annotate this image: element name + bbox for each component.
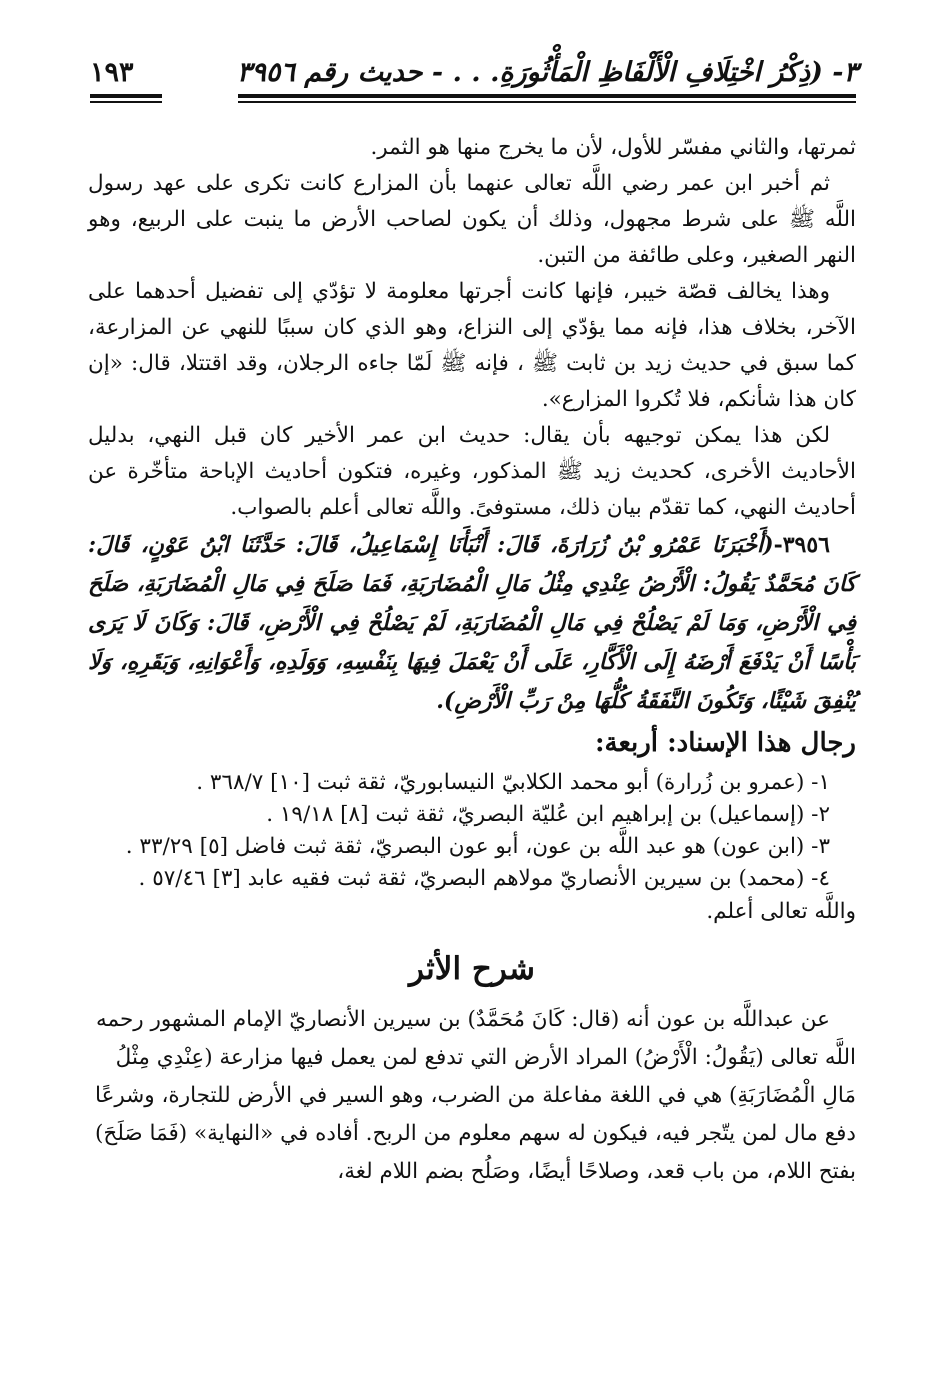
page-number: ١٩٣ [90, 56, 134, 88]
narrator-item: ١- (عمرو بن زُرارة) أبو محمد الكلابيّ النيسابوريّ، ثقة ثبت [١٠] ٣٦٨/٧ . [196, 770, 830, 795]
hadith-body: (أَخْبَرَنَا عَمْرُو بْنُ زُرَارَةَ، قَالَ: أَنْبَأَنَا إِسْمَاعِيلُ، قَالَ: حَدَّثَنَا ابْنُ عَوْنٍ، قَالَ: كَانَ مُحَمَّدٌ يَقُولُ: الْأَرْضُ عِنْدِي مِثْلُ مَالِ الْمُضَارَبَةِ، فَمَا صَلَحَ فِي مَالِ الْمُضَارَبَةِ، صَلَحَ فِي الْأَرْضِ، وَمَا لَمْ يَصْلُحْ فِي مَالِ الْمُضَارَبَةِ، لَمْ يَصْلُحْ فِي الْأَرْضِ، قَالَ: وَكَانَ لَا يَرَى بَأْسًا أَنْ يَدْفَعَ أَرْضَهُ إِلَى الْأَكَّارِ، عَلَى أَنْ يَعْمَلَ فِيهَا بِنَفْسِهِ، وَوَلَدِهِ، وَأَعْوَانِهِ، وَبَقَرِهِ، وَلَا يُنْفِقَ شَيْئًا، وَتَكُونَ النَّفَقَةُ كُلُّهَا مِنْ رَبِّ الْأَرْضِ). [88, 532, 856, 714]
narrator-item: ٤- (محمد) بن سيرين الأنصاريّ مولاهم البصريّ، ثقة ثبت فقيه عابد [٣] ٥٧/٤٦ . [138, 866, 830, 891]
running-title: ٣- (ذِكْرُ اخْتِلَافِ الْأَلْفَاظِ الْمَأْثُورَةِ. . . - حديث رقم ٣٩٥٦ [236, 56, 858, 88]
paragraph: لكن هذا يمكن توجيهه بأن يقال: حديث ابن عمر الأخير كان قبل النهي، بدليل الأحاديث الأخرى، كحديث زيد ﷺ المذكور، وغيره، فتكون أحاديث الإباحة متأخّرة عن أحاديث النهي، كما تقدّم بيان ذلك، مستوفىً. واللَّه تعالى أعلم بالصواب. [88, 423, 856, 520]
hadith-number: ٣٩٥٦- [773, 532, 830, 558]
paragraph: وهذا يخالف قصّة خيبر، فإنها كانت أجرتها معلومة لا تؤدّي إلى تفضيل أحدهما على الآخر، بخلاف هذا، فإنه مما يؤدّي إلى النزاع، وهو الذي كان سببًا للنهي عن المزارعة، كما سبق في حديث زيد بن ثابت ﷺ ، فإنه ﷺ لَمّا جاءه الرجلان، وقد اقتتلا، قال: «إن كان هذا شأنكم، فلا تُكروا المزارع». [88, 279, 856, 412]
narrator-list [88, 767, 856, 895]
isnad-heading: رجال هذا الإسناد: أربعة: [594, 728, 856, 758]
header-rule-short [90, 94, 162, 106]
running-header [90, 56, 858, 88]
narrator-item: ٢- (إسماعيل) بن إبراهيم ابن عُليّة البصريّ، ثقة ثبت [٨] ١٩/١٨ . [266, 802, 830, 827]
paragraph: ثمرتها، والثاني مفسّر للأول، لأن ما يخرج منها هو الثمر. [370, 135, 856, 160]
paragraph: ثم أخبر ابن عمر رضي اللَّه تعالى عنهما بأن المزارع كانت تكرى على عهد رسول اللَّه ﷺ على شرط مجهول، وذلك أن يكون لصاحب الأرض ما ينبت على الربيع، وهو النهر الصغير، وعلى طائفة من التبن. [88, 171, 856, 268]
hadith-text [88, 526, 856, 721]
header-rule [238, 94, 856, 106]
page-body [88, 130, 856, 1191]
athar-explanation: عن عبداللَّه بن عون أنه (قال: كَانَ مُحَمَّدٌ) بن سيرين الأنصاريّ الإمام المشهور رحمه اللَّه تعالى (يَقُولُ: الْأَرْضُ) المراد الأرض التي تدفع لمن يعمل فيها مزارعة (عِنْدِي مِثْلُ مَالِ الْمُضَارَبَةِ) هي في اللغة مفاعلة من الضرب، وهو السير في الأرض للتجارة، وشرعًا دفع مال لمن يتّجر فيه، فيكون له سهم معلوم من الربح. أفاده في «النهاية» (فَمَا صَلَحَ) بفتح اللام، من باب قعد، وصلاحًا أيضًا، وصَلُح بضم اللام لغة، [95, 1007, 856, 1184]
athar-heading: شرح الأثر [409, 951, 535, 987]
closing-line: واللَّه تعالى أعلم. [706, 899, 856, 924]
narrator-item: ٣- (ابن عون) هو عبد اللَّه بن عون، أبو عون البصريّ، ثقة ثبت فاضل [٥] ٣٣/٢٩ . [125, 834, 830, 859]
